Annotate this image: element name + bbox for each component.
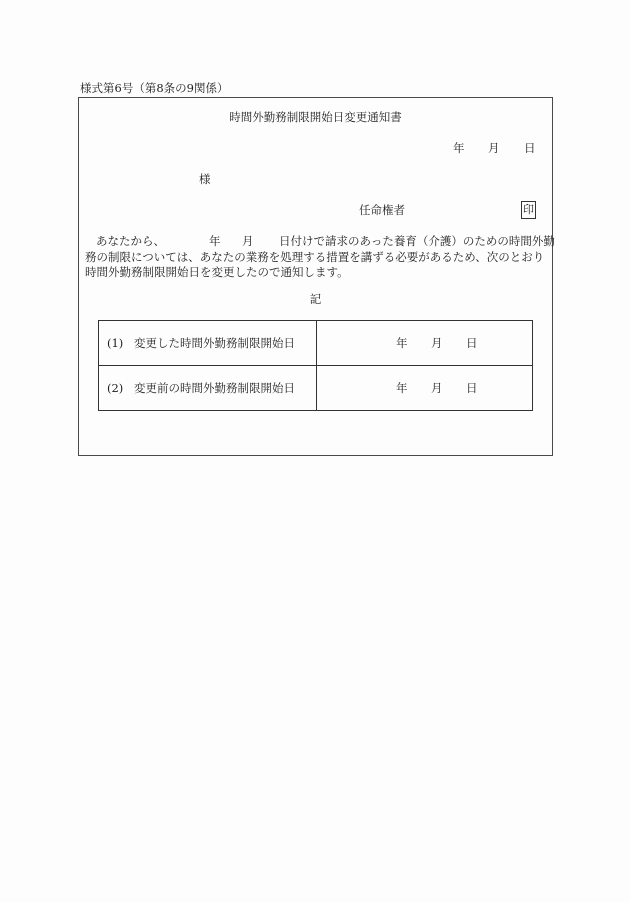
issue-date-day: 日 bbox=[524, 141, 536, 155]
date-change-table bbox=[98, 320, 533, 411]
body-line2: 務の制限については、あなたの業務を処理する措置を講ずる必要があるため、次のとおり bbox=[85, 250, 545, 264]
body-line1-month: 月 bbox=[242, 234, 254, 248]
row-number: (2) bbox=[107, 381, 124, 395]
issue-date-year: 年 bbox=[453, 141, 465, 155]
row-number: (1) bbox=[107, 336, 124, 350]
row-label: 変更前の時間外勤務制限開始日 bbox=[134, 381, 295, 395]
row-year: 年 bbox=[396, 336, 408, 350]
document-title: 時間外勤務制限開始日変更通知書 bbox=[229, 110, 402, 124]
row-day: 日 bbox=[466, 336, 478, 350]
table-row-divider bbox=[99, 365, 532, 366]
row-year: 年 bbox=[396, 381, 408, 395]
body-line3: 時間外勤務制限開始日を変更したので通知します。 bbox=[85, 265, 349, 279]
row-month: 月 bbox=[431, 381, 443, 395]
body-line1-lead: あなたから、 bbox=[96, 234, 165, 248]
issuer-label: 任命権者 bbox=[359, 203, 405, 217]
body-line1-rest: 日付けで請求のあった養育（介護）のための時間外勤 bbox=[279, 234, 555, 248]
form-number-label: 様式第6号（第8条の9関係） bbox=[80, 81, 229, 95]
body-line1-year: 年 bbox=[209, 234, 221, 248]
row-month: 月 bbox=[431, 336, 443, 350]
row-day: 日 bbox=[466, 381, 478, 395]
addressee-suffix: 様 bbox=[199, 172, 211, 186]
row-label: 変更した時間外勤務制限開始日 bbox=[134, 336, 295, 350]
ki-heading: 記 bbox=[309, 292, 322, 306]
issue-date-month: 月 bbox=[488, 141, 500, 155]
seal-mark: 印 bbox=[521, 201, 536, 219]
